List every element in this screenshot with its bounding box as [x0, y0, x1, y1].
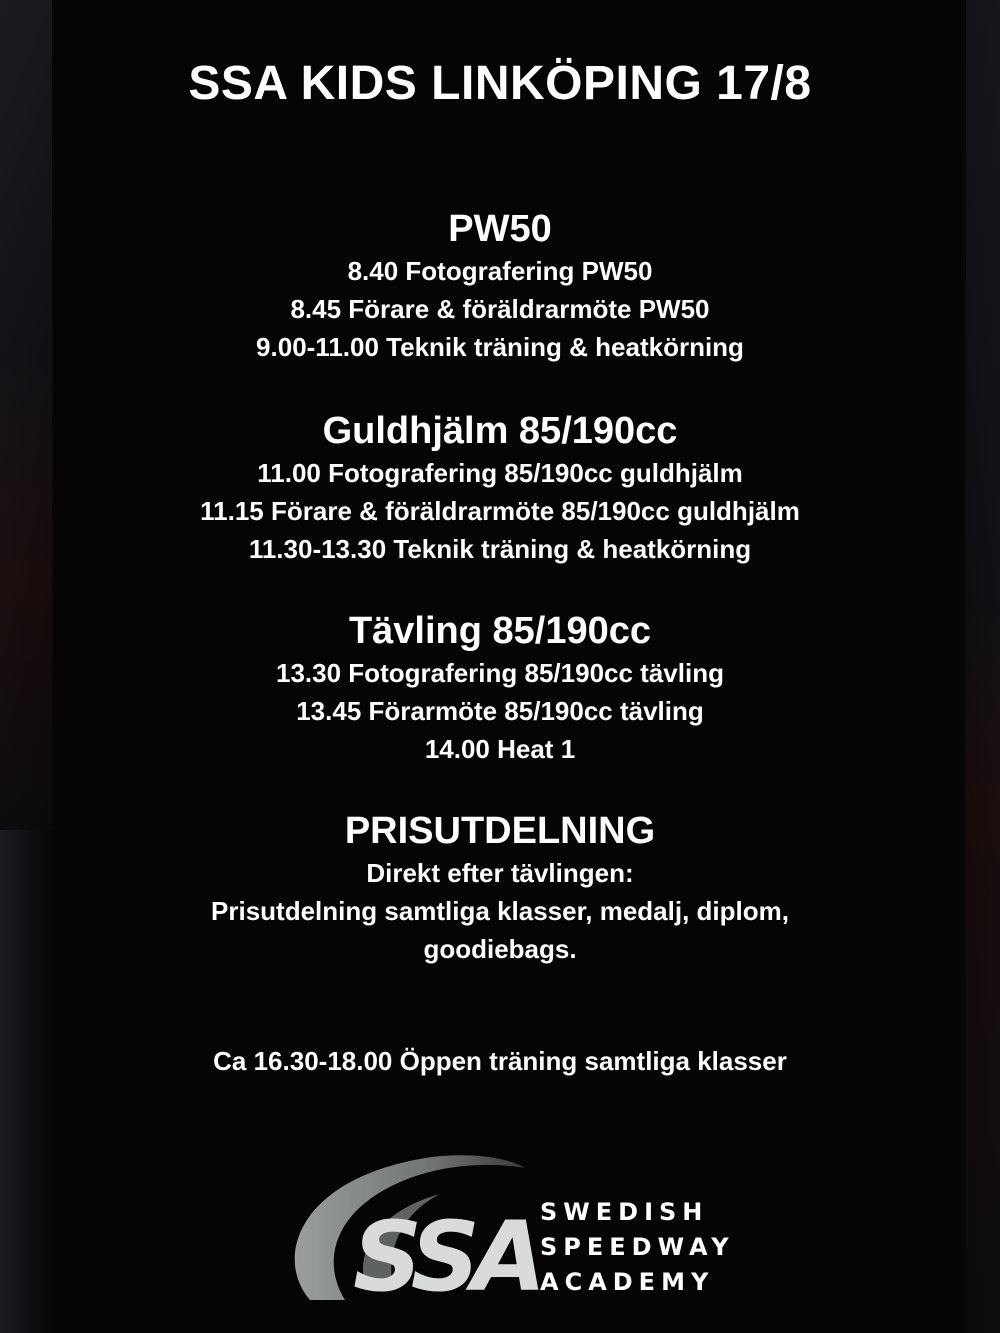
section-prisutdelning [0, 808, 1000, 968]
logo-word: SWEDISH [540, 1198, 709, 1226]
footer-line: Ca 16.30-18.00 Öppen träning samtliga klasser [213, 1046, 787, 1076]
schedule-line: 11.15 Förare & föräldrarmöte 85/190cc guldhjälm [200, 496, 800, 526]
schedule-line: Direkt efter tävlingen: [366, 858, 634, 888]
schedule-line: 13.45 Förarmöte 85/190cc tävling [296, 696, 704, 726]
logo-letters: SSA [353, 1201, 539, 1310]
logo-word: SPEEDWAY [540, 1233, 735, 1261]
section-heading: Guldhjälm 85/190cc [322, 410, 678, 452]
section-heading: Tävling 85/190cc [348, 610, 652, 652]
schedule-line: 9.00-11.00 Teknik träning & heatkörning [256, 332, 744, 362]
schedule-line: 8.45 Förare & föräldrarmöte PW50 [290, 294, 710, 324]
page-title: SSA KIDS LINKÖPING 17/8 [188, 57, 812, 110]
logo-wordmark [540, 1195, 735, 1300]
schedule-line: 11.00 Fotografering 85/190cc guldhjälm [257, 458, 743, 488]
open-training-line [0, 1042, 1000, 1080]
logo-word: ACADEMY [540, 1268, 715, 1296]
section-guldhjalm [0, 408, 1000, 568]
schedule-line: 8.40 Fotografering PW50 [347, 256, 653, 286]
schedule-line: 14.00 Heat 1 [424, 734, 576, 764]
schedule-line: 11.30-13.30 Teknik träning & heatkörning [248, 534, 752, 564]
section-heading: PW50 [448, 208, 552, 250]
section-tavling [0, 608, 1000, 768]
schedule-line: goodiebags. [423, 934, 577, 964]
section-pw50 [0, 206, 1000, 366]
section-heading: PRISUTDELNING [344, 810, 656, 852]
schedule-line: Prisutdelning samtliga klasser, medalj, diplom, [211, 896, 789, 926]
schedule-line: 13.30 Fotografering 85/190cc tävling [276, 658, 724, 688]
